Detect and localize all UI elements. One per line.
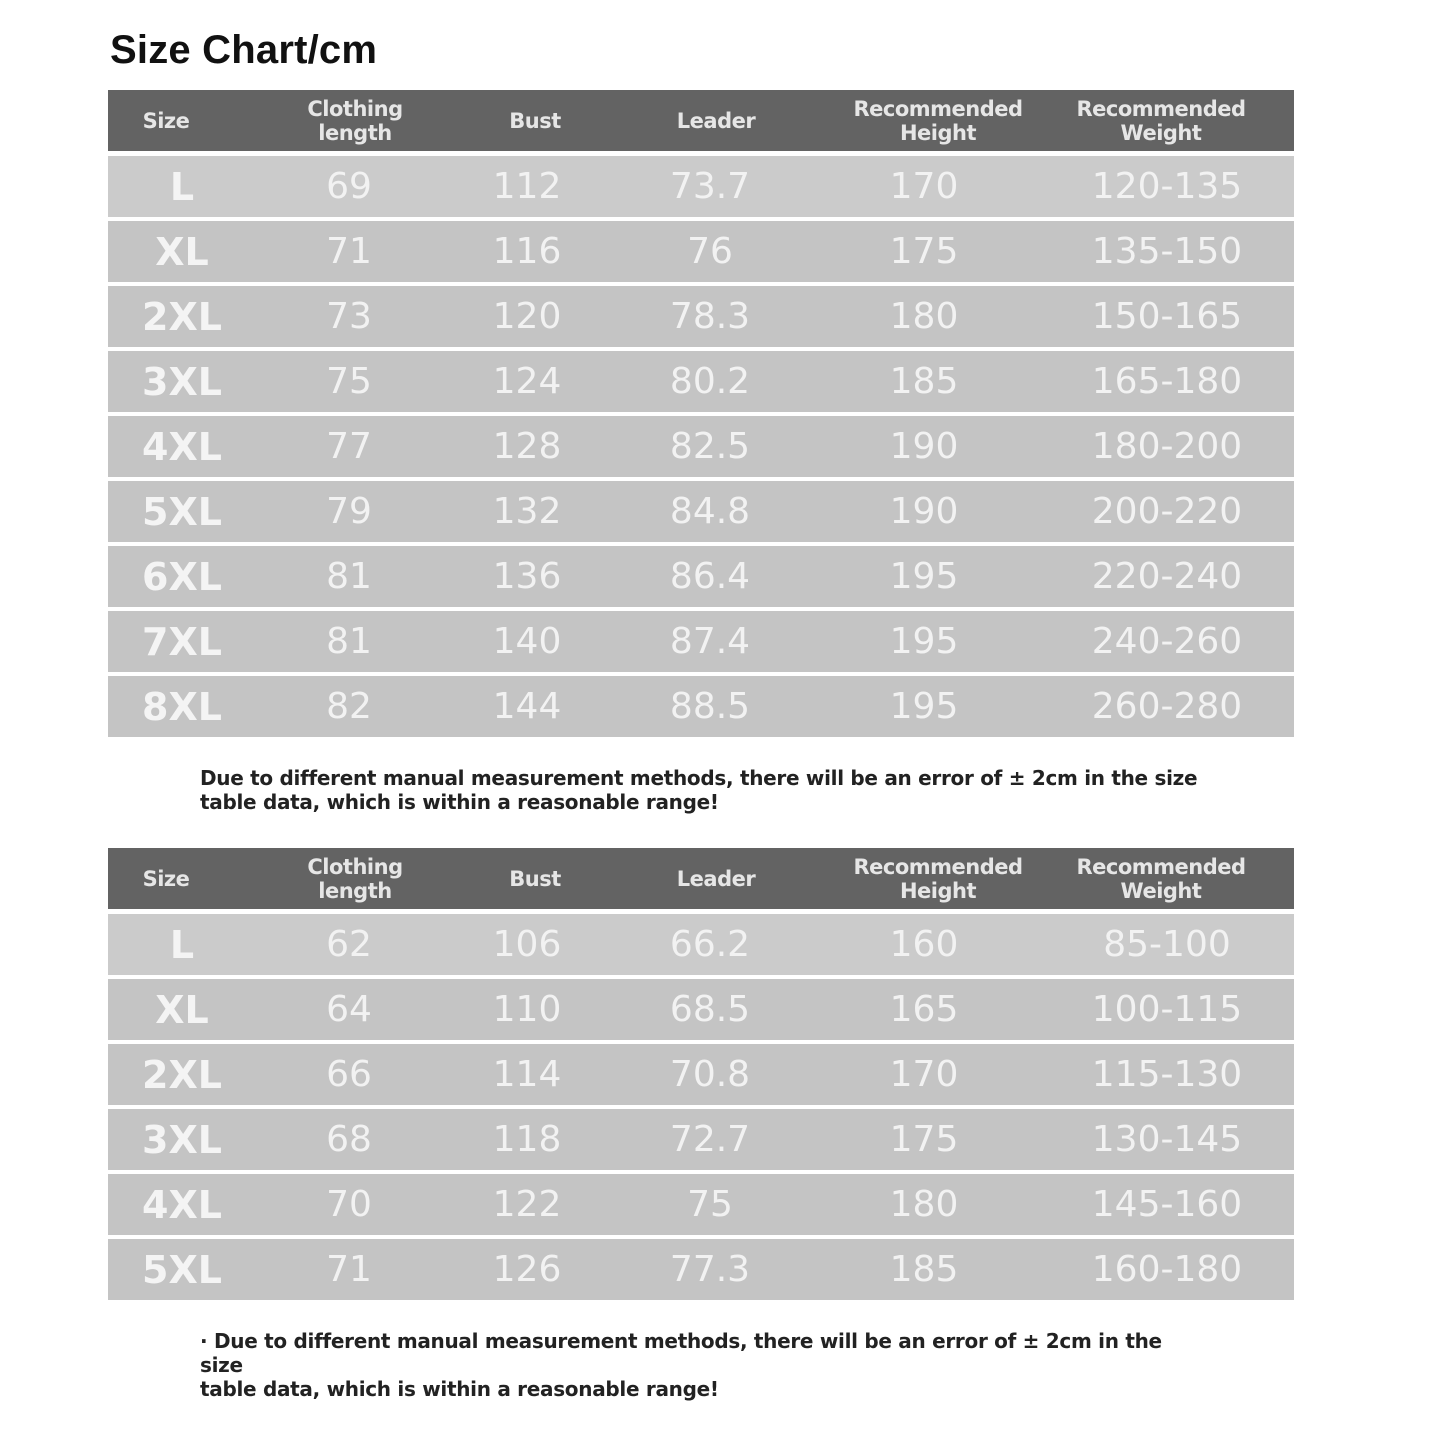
cell-weight: 100-115 [1091,989,1243,1030]
cell-height: 190 [889,426,959,467]
table-row [108,286,1294,347]
cell-leader: 66.2 [669,924,751,965]
cell-weight: 115-130 [1091,1054,1243,1095]
cell-height: 195 [889,686,959,727]
cell-size: 2XL [142,294,222,339]
table-row [108,914,1294,975]
cell-leader: 86.4 [669,556,751,597]
size-table-2 [108,848,1294,1300]
cell-size: 2XL [142,1052,222,1097]
header-recommended-weight [1028,97,1294,145]
note-line-2: table data, which is within a reasonable range! [200,1377,719,1401]
cell-height: 185 [889,361,959,402]
cell-weight: 180-200 [1091,426,1243,467]
cell-height: 175 [889,1119,959,1160]
header-clothing-length [224,97,486,145]
header-recommended-weight [1028,855,1294,903]
cell-size: XL [155,987,209,1032]
cell-height: 195 [889,621,959,662]
cell-leader: 76 [687,231,733,272]
header-rec-weight-line2: Weight [1120,878,1202,903]
cell-size: 4XL [142,1182,222,1227]
cell-leader: 75 [687,1184,733,1225]
note-line-1: Due to different manual measurement methods, there will be an error of ± 2cm in the size [200,766,1198,790]
cell-size: L [169,164,195,209]
cell-leader: 78.3 [669,296,751,337]
table-row [108,1109,1294,1170]
cell-length: 82 [326,686,372,727]
cell-bust: 140 [492,621,562,662]
cell-weight: 160-180 [1091,1249,1243,1290]
cell-height: 195 [889,556,959,597]
cell-leader: 88.5 [669,686,751,727]
header-bust: Bust [509,866,561,891]
cell-size: 5XL [142,1247,222,1292]
cell-bust: 112 [492,166,562,207]
cell-size: 3XL [142,359,222,404]
table-row [108,676,1294,737]
cell-bust: 124 [492,361,562,402]
cell-size: XL [155,229,209,274]
cell-length: 81 [326,621,372,662]
cell-size: 5XL [142,489,222,534]
table-row [108,351,1294,412]
cell-height: 180 [889,1184,959,1225]
cell-height: 170 [889,166,959,207]
header-rec-height-line2: Height [899,120,977,145]
cell-length: 68 [326,1119,372,1160]
cell-weight: 145-160 [1091,1184,1243,1225]
header-size: Size [142,866,190,891]
table-row [108,979,1294,1040]
header-size: Size [142,108,190,133]
cell-weight: 200-220 [1091,491,1243,532]
cell-size: 3XL [142,1117,222,1162]
cell-weight: 240-260 [1091,621,1243,662]
cell-size: 6XL [142,554,222,599]
cell-length: 77 [326,426,372,467]
cell-length: 66 [326,1054,372,1095]
header-rec-weight-line2: Weight [1120,120,1202,145]
header-bust: Bust [509,108,561,133]
cell-bust: 116 [492,231,562,272]
cell-leader: 87.4 [669,621,751,662]
cell-bust: 136 [492,556,562,597]
cell-weight: 120-135 [1091,166,1243,207]
note-line-1: · Due to different manual measurement methods, there will be an error of ± 2cm in the size [200,1329,1162,1377]
table-row [108,1044,1294,1105]
cell-bust: 120 [492,296,562,337]
cell-height: 175 [889,231,959,272]
measurement-note-1 [200,766,1200,814]
cell-size: 4XL [142,424,222,469]
cell-height: 185 [889,1249,959,1290]
cell-weight: 165-180 [1091,361,1243,402]
cell-leader: 72.7 [669,1119,751,1160]
table-header [108,90,1294,151]
table-row [108,1174,1294,1235]
header-clothing-length [224,855,486,903]
header-recommended-height [848,97,1028,145]
header-clothing-length-line2: length [318,878,392,903]
cell-bust: 110 [492,989,562,1030]
cell-bust: 144 [492,686,562,727]
page-title: Size Chart/cm [110,28,378,72]
header-clothing-length-line2: length [318,120,392,145]
header-rec-weight-line1: Recommended [1076,854,1246,879]
header-leader: Leader [676,866,756,891]
cell-leader: 77.3 [669,1249,751,1290]
table-row [108,481,1294,542]
cell-length: 62 [326,924,372,965]
table-row [108,611,1294,672]
measurement-note-2 [200,1329,1200,1401]
table-row [108,221,1294,282]
cell-height: 180 [889,296,959,337]
cell-length: 71 [326,1249,372,1290]
header-recommended-height [848,855,1028,903]
cell-size: 7XL [142,619,222,664]
cell-leader: 84.8 [669,491,751,532]
table-row [108,156,1294,217]
table-row [108,416,1294,477]
cell-height: 170 [889,1054,959,1095]
cell-bust: 118 [492,1119,562,1160]
header-rec-height-line2: Height [899,878,977,903]
cell-leader: 80.2 [669,361,751,402]
cell-bust: 126 [492,1249,562,1290]
cell-weight: 130-145 [1091,1119,1243,1160]
cell-length: 81 [326,556,372,597]
cell-weight: 85-100 [1103,924,1231,965]
table-header [108,848,1294,909]
cell-leader: 68.5 [669,989,751,1030]
table-row [108,546,1294,607]
cell-weight: 220-240 [1091,556,1243,597]
header-leader: Leader [676,108,756,133]
header-rec-height-line1: Recommended [853,854,1023,879]
cell-weight: 150-165 [1091,296,1243,337]
cell-weight: 260-280 [1091,686,1243,727]
cell-height: 165 [889,989,959,1030]
header-rec-weight-line1: Recommended [1076,96,1246,121]
note-line-2: table data, which is within a reasonable range! [200,790,719,814]
cell-length: 73 [326,296,372,337]
cell-length: 79 [326,491,372,532]
size-table-1 [108,90,1294,737]
cell-length: 71 [326,231,372,272]
cell-leader: 70.8 [669,1054,751,1095]
cell-length: 69 [326,166,372,207]
cell-bust: 132 [492,491,562,532]
cell-length: 70 [326,1184,372,1225]
header-clothing-length-line1: Clothing [307,854,403,879]
cell-size: L [169,922,195,967]
header-clothing-length-line1: Clothing [307,96,403,121]
header-rec-height-line1: Recommended [853,96,1023,121]
cell-weight: 135-150 [1091,231,1243,272]
cell-length: 64 [326,989,372,1030]
cell-height: 190 [889,491,959,532]
cell-leader: 73.7 [669,166,751,207]
cell-bust: 106 [492,924,562,965]
cell-bust: 122 [492,1184,562,1225]
cell-bust: 114 [492,1054,562,1095]
cell-length: 75 [326,361,372,402]
table-row [108,1239,1294,1300]
cell-height: 160 [889,924,959,965]
cell-bust: 128 [492,426,562,467]
cell-leader: 82.5 [669,426,751,467]
cell-size: 8XL [142,684,222,729]
